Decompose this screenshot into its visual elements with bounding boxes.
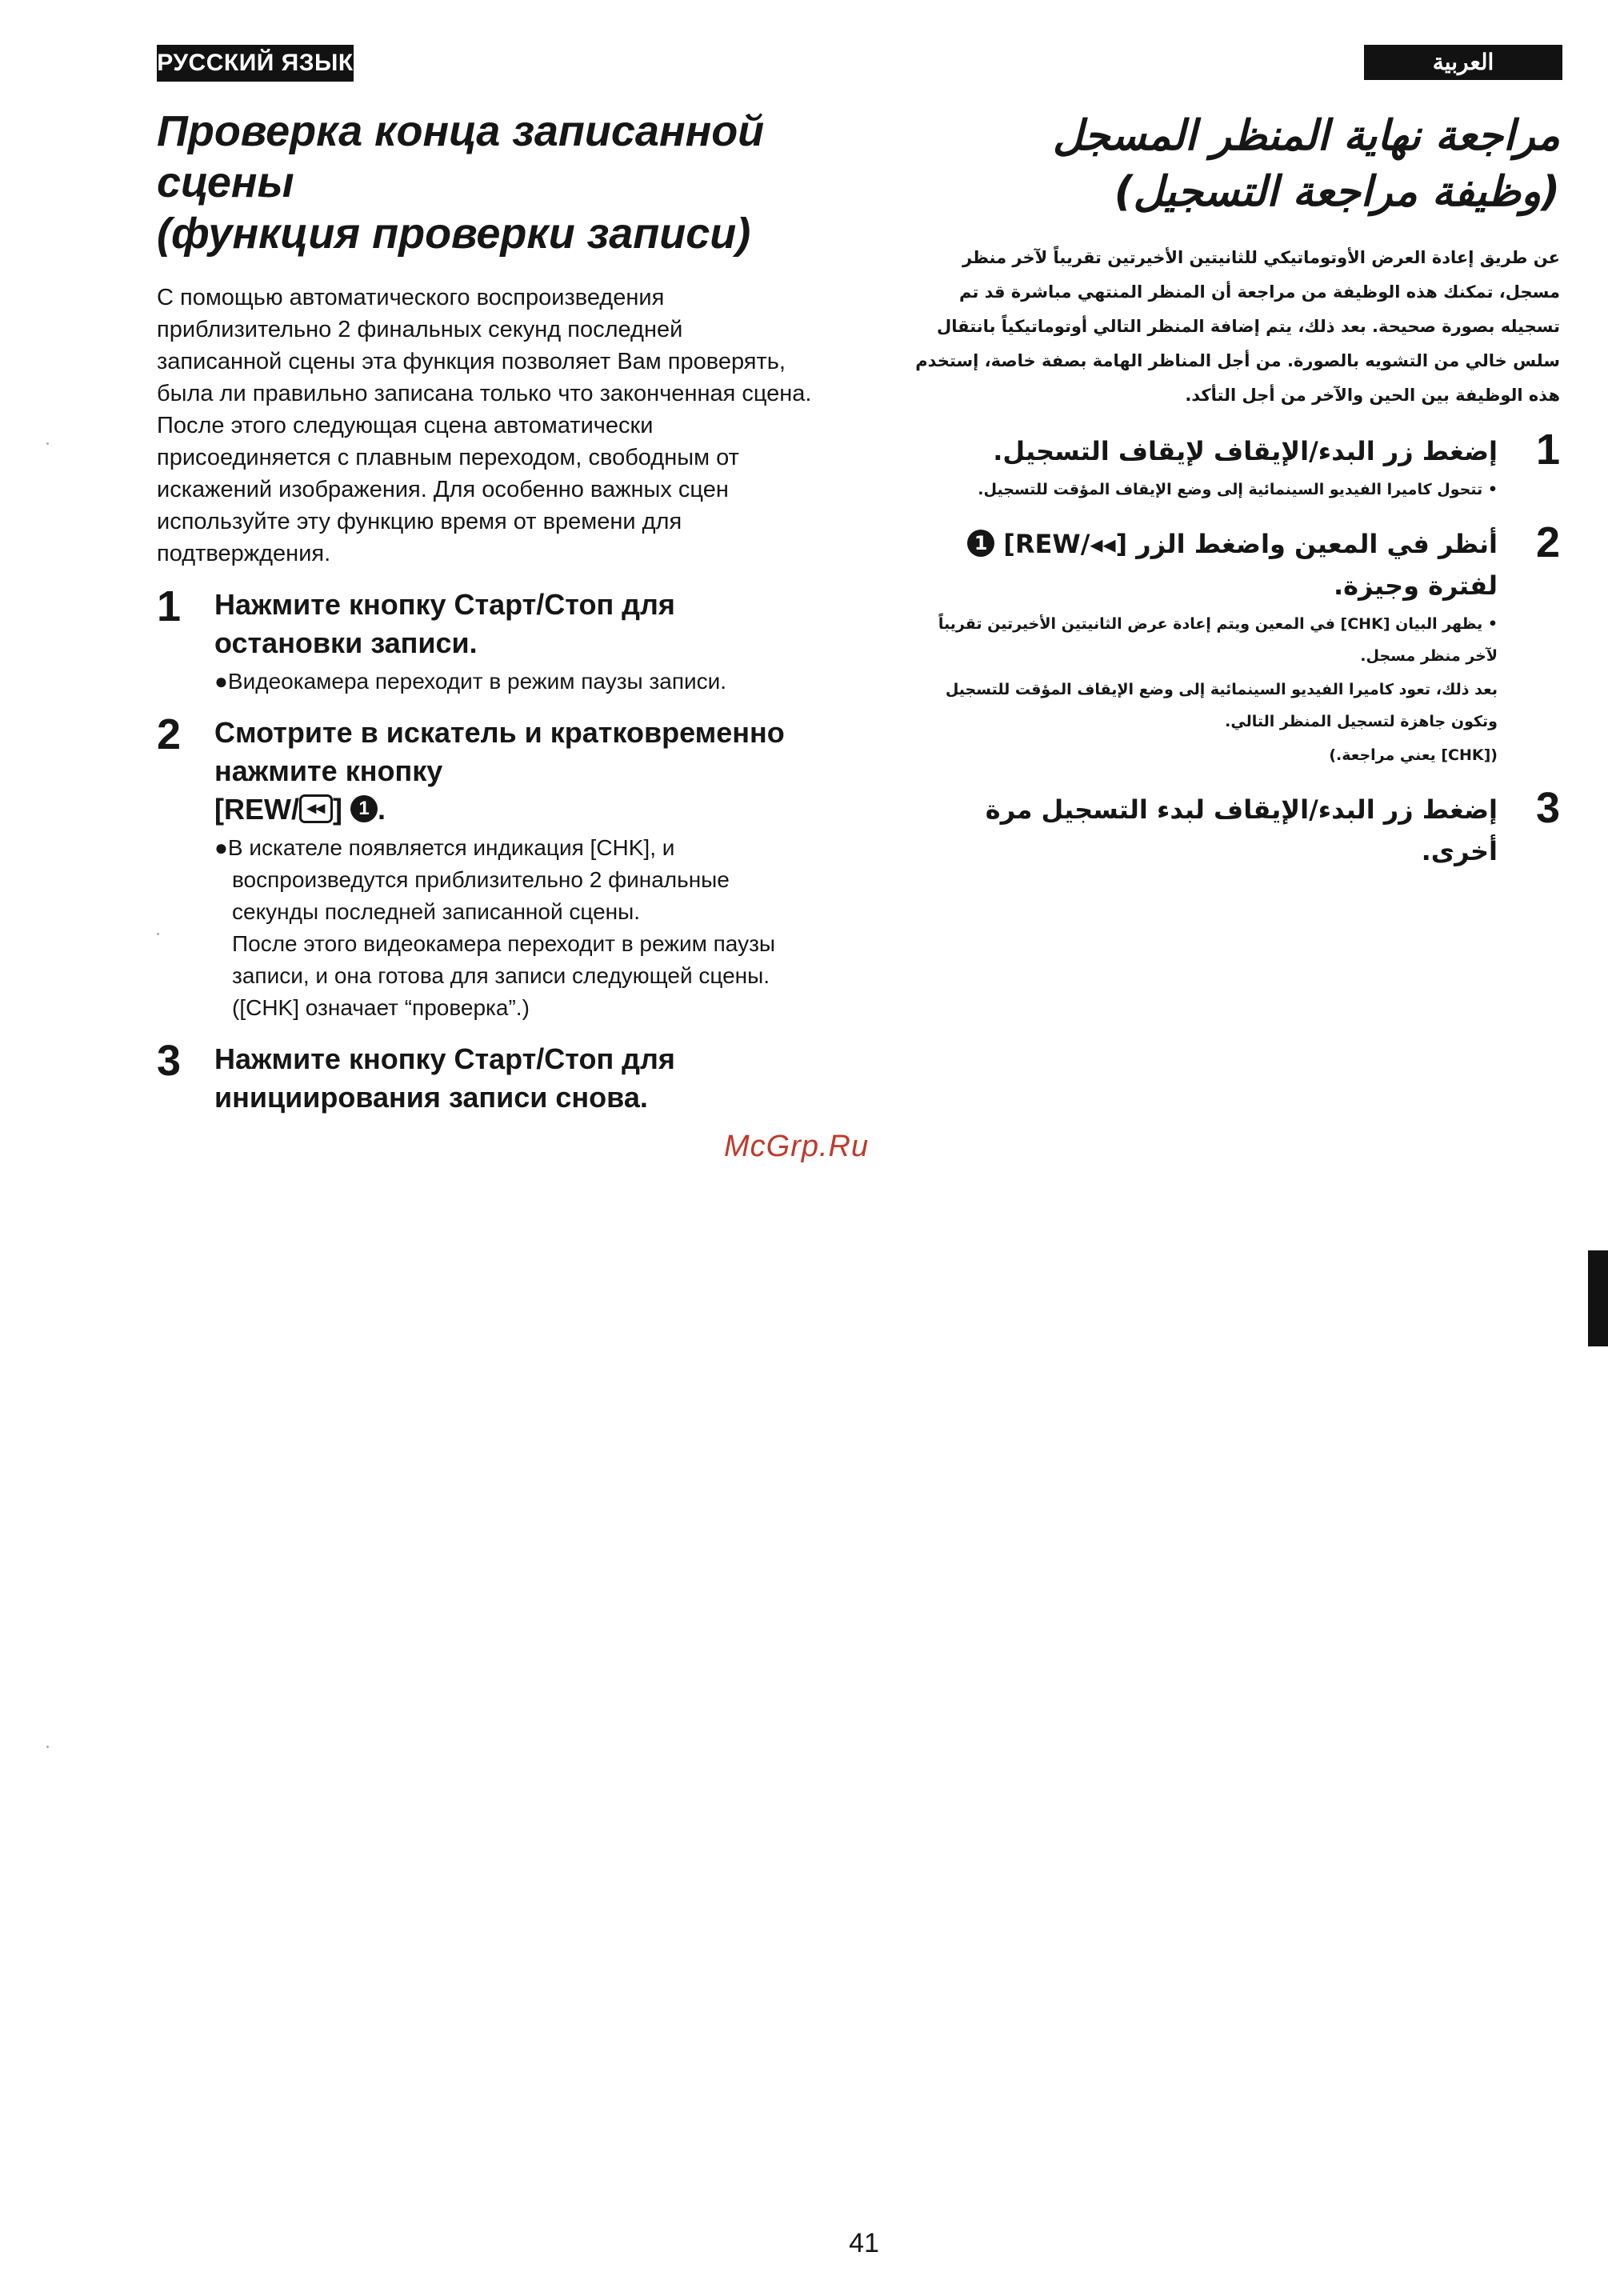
callout-marker-1: 1 bbox=[350, 795, 378, 822]
step-heading: Нажмите кнопку Старт/Стоп для остановки записи. bbox=[214, 588, 675, 659]
rew-button-label bbox=[214, 793, 342, 826]
step-note: ●Видеокамера переходит в режим паузы записи. bbox=[214, 669, 727, 694]
step-heading bbox=[904, 523, 1498, 606]
arabic-step-3 bbox=[904, 784, 1560, 872]
step-number: 2 bbox=[157, 710, 182, 758]
section-index-mark bbox=[1588, 1250, 1608, 1346]
step-note: ●В искателе появляется индикация [CHK], и воспроизведутся приблизительно 2 финальные секунды последней записанной сцены. bbox=[214, 835, 730, 924]
russian-title-line1: Проверка конца записанной bbox=[157, 107, 765, 155]
arabic-column bbox=[904, 108, 1560, 872]
step-number: 3 bbox=[157, 1037, 182, 1085]
step-note-continuation: После этого видеокамера переходит в режим паузы записи, и она готова для записи следующей сцены. bbox=[232, 931, 776, 988]
arabic-step-1 bbox=[904, 426, 1560, 506]
step-heading: إضغط زر البدء/الإيقاف لبدء التسجيل مرة أخرى. bbox=[985, 794, 1498, 866]
russian-column bbox=[157, 106, 813, 1117]
russian-title bbox=[157, 106, 813, 259]
arabic-title-line1: مراجعة نهاية المنظر المسجل bbox=[1052, 112, 1560, 160]
step-heading-text-end: لفترة وجيزة. bbox=[1333, 570, 1498, 601]
step-heading-text: Смотрите в искатель и кратковременно нажмите кнопку bbox=[214, 716, 785, 787]
rewind-icon: ◂◂ bbox=[299, 794, 333, 823]
step-heading: Нажмите кнопку Старт/Стоп для инициирования записи снова. bbox=[214, 1042, 675, 1114]
step-heading: إضغط زر البدء/الإيقاف لإيقاف التسجيل. bbox=[993, 436, 1498, 466]
rew-button-label: [REW/◂◂] bbox=[1003, 529, 1128, 559]
rew-label-suffix: ] bbox=[332, 793, 342, 826]
russian-language-tab: РУССКИЙ ЯЗЫК bbox=[157, 45, 354, 82]
scan-speck bbox=[46, 442, 49, 445]
callout-marker-1: 1 bbox=[967, 530, 994, 557]
step-number: 2 bbox=[1535, 518, 1560, 566]
arabic-title bbox=[904, 108, 1560, 220]
step-number: 1 bbox=[157, 582, 182, 630]
step-heading: Смотрите в искатель и кратковременно нажмите кнопку [REW/ ◂◂ ] 1 . bbox=[214, 716, 785, 826]
scan-speck bbox=[157, 933, 159, 935]
step-note: • تتحول كاميرا الفيديو السينمائية إلى وضع الإيقاف المؤقت للتسجيل. bbox=[978, 481, 1498, 498]
scan-speck bbox=[46, 1746, 49, 1748]
step-note-continuation: بعد ذلك، تعود كاميرا الفيديو السينمائية إلى وضع الإيقاف المؤقت للتسجيل وتكون جاهزة لتسجيل المنظر التالي. bbox=[945, 681, 1498, 730]
page-number: 41 bbox=[849, 2228, 879, 2258]
watermark: McGrp.Ru bbox=[724, 1130, 870, 1163]
russian-step-3 bbox=[157, 1037, 813, 1117]
russian-step-2 bbox=[157, 710, 813, 1024]
russian-title-line3: (функция проверки записи) bbox=[157, 210, 751, 258]
step-note: • يظهر البيان [CHK] في المعين ويتم إعادة عرض الثانيتين الأخيرتين تقريباً لآخر منظر مسجل. bbox=[938, 615, 1498, 665]
russian-step-1 bbox=[157, 582, 813, 698]
step-heading-text: أنظر في المعين واضغط الزر bbox=[1136, 529, 1498, 559]
arabic-intro-paragraph: عن طريق إعادة العرض الأوتوماتيكي للثانيتين الأخيرتين تقريباً لآخر منظر مسجل، تمكنك هذه الوظيفة من مراجعة أن المنظر المنتهي مباشرة قد تم تسجيله بصورة صحيحة. بعد ذلك، يتم إضافة المنظر التالي أوتوماتيكياً بانتقال سلس خالي من التشويه بالصورة. من أجل المناظر الهامة بصفة خاصة، إستخدم هذه الوظيفة بين الحين والآخر من أجل التأكد. bbox=[915, 248, 1560, 405]
arabic-title-line2: (وظيفة مراجعة التسجيل) bbox=[1114, 168, 1560, 216]
step-number: 1 bbox=[1535, 426, 1560, 474]
step-note-chk-meaning: ([CHK] означает “проверка”.) bbox=[232, 995, 530, 1020]
arabic-language-tab: العربية bbox=[1364, 45, 1562, 80]
step-note-chk-meaning: ([CHK] يعني مراجعة.) bbox=[1329, 746, 1498, 764]
rew-label-prefix: [REW/ bbox=[214, 793, 299, 826]
russian-title-line2: сцены bbox=[157, 158, 294, 206]
step-number: 3 bbox=[1535, 784, 1560, 832]
arabic-step-2 bbox=[904, 518, 1560, 771]
russian-intro-paragraph: С помощью автоматического воспроизведения приблизительно 2 финальных секунд последней записанной сцены эта функция позволяет Вам проверять, была ли правильно записана только что законченная сцена. После этого следующая сцена автоматически присоединяется с плавным переходом, свободным от искажений изображения. Для особенно важных сцен используйте эту функцию время от времени для подтверждения. bbox=[157, 285, 812, 566]
